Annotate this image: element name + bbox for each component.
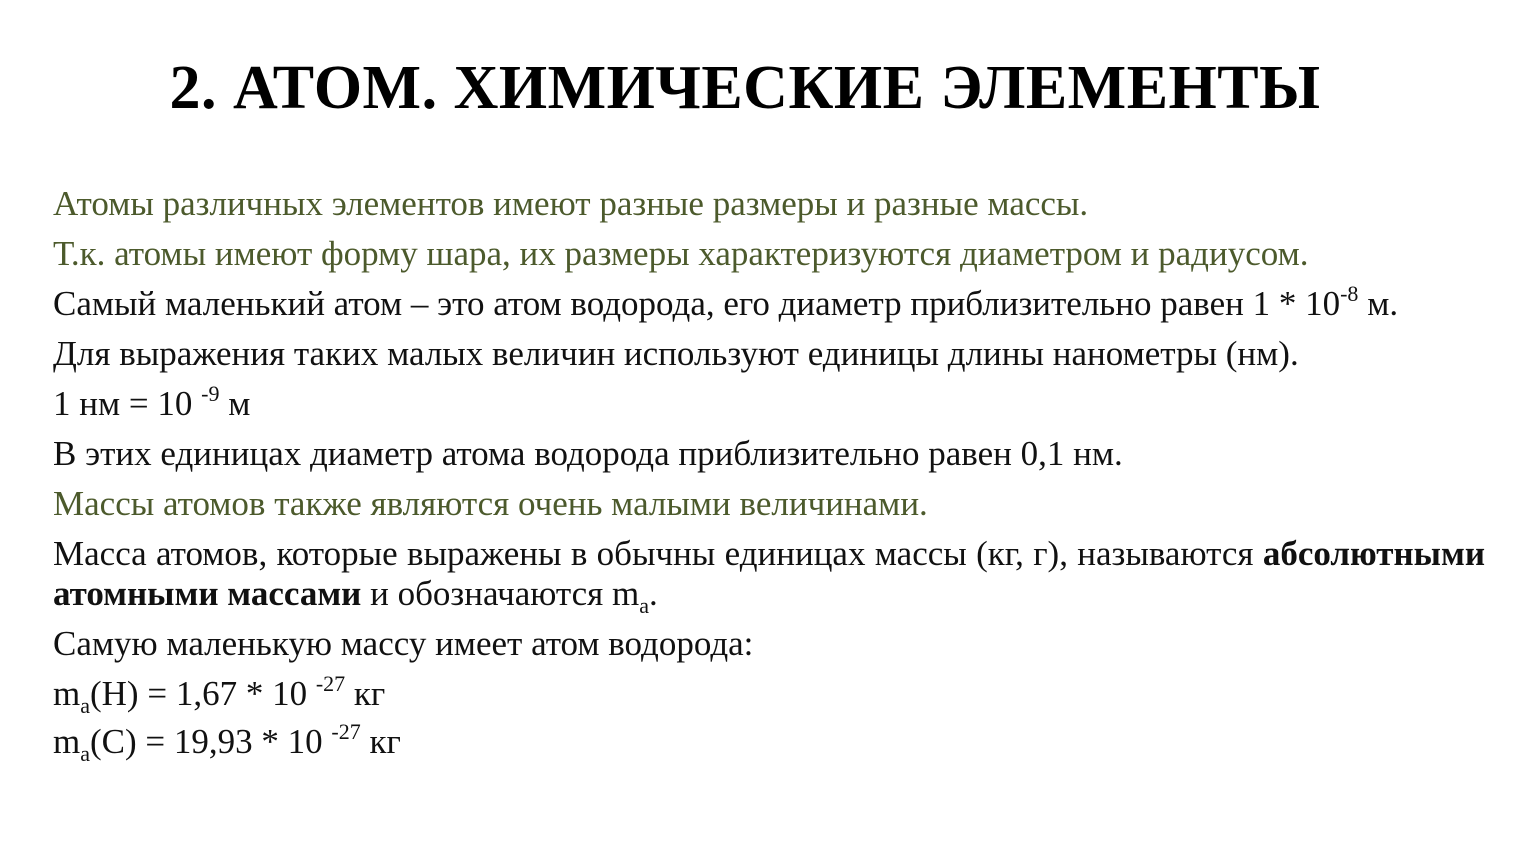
exponent: -9 [201, 381, 220, 406]
mass-symbol: m [53, 674, 81, 713]
mass-symbol: m [53, 722, 81, 761]
formula-hydrogen-mass [53, 671, 1485, 718]
period: . [649, 574, 658, 613]
paragraph-hydrogen-nm: В этих единицах диаметр атома водорода приблизительно равен 0,1 нм. [53, 434, 1123, 473]
paragraph-hydrogen-diameter [53, 281, 1485, 324]
paragraph-absolute-mass [53, 534, 1485, 618]
hydrogen-diameter-text: Самый маленький атом – это атом водорода, его диаметр приблизительно равен 1 * 10 [53, 284, 1341, 323]
formula-text: (H) = 1,67 * 10 [90, 674, 316, 713]
unit-text: кг [360, 722, 401, 761]
paragraph-nanometers: Для выражения таких малых величин используют единицы длины нанометры (нм). [53, 334, 1299, 373]
formula-carbon-mass [53, 719, 1485, 766]
absolute-mass-text: Масса атомов, которые выражены в обычны единицах массы (кг, г), называются [53, 534, 1263, 573]
subscript: a [80, 741, 90, 766]
unit-text: м. [1358, 284, 1399, 323]
paragraph-atom-shape: Т.к. атомы имеют форму шара, их размеры характеризуются диаметром и радиусом. [53, 234, 1309, 273]
paragraph-smallest-mass: Самую маленькую массу имеет атом водорода: [53, 624, 754, 663]
formula-text: (C) = 19,93 * 10 [90, 722, 332, 761]
unit-text: м [219, 384, 251, 423]
exponent: -27 [331, 719, 361, 744]
exponent: -27 [315, 671, 346, 696]
paragraph-atom-masses: Массы атомов также являются очень малыми величинами. [53, 484, 928, 523]
slide-title: 2. АТОМ. ХИМИЧЕСКИЕ ЭЛЕМЕНТЫ [169, 54, 1321, 122]
absolute-mass-notation: и обозначаются m [361, 574, 640, 613]
formula-nanometer [53, 381, 1485, 424]
subscript: a [639, 593, 650, 618]
subscript: a [80, 693, 90, 718]
absolute-mass-term: абсолютными атомными массами [53, 534, 1485, 613]
paragraph-atom-sizes: Атомы различных элементов имеют разные размеры и разные массы. [53, 184, 1089, 223]
slide-body [53, 184, 1485, 772]
formula-text: 1 нм = 10 [53, 384, 202, 423]
exponent: -8 [1340, 281, 1359, 306]
unit-text: кг [345, 674, 386, 713]
